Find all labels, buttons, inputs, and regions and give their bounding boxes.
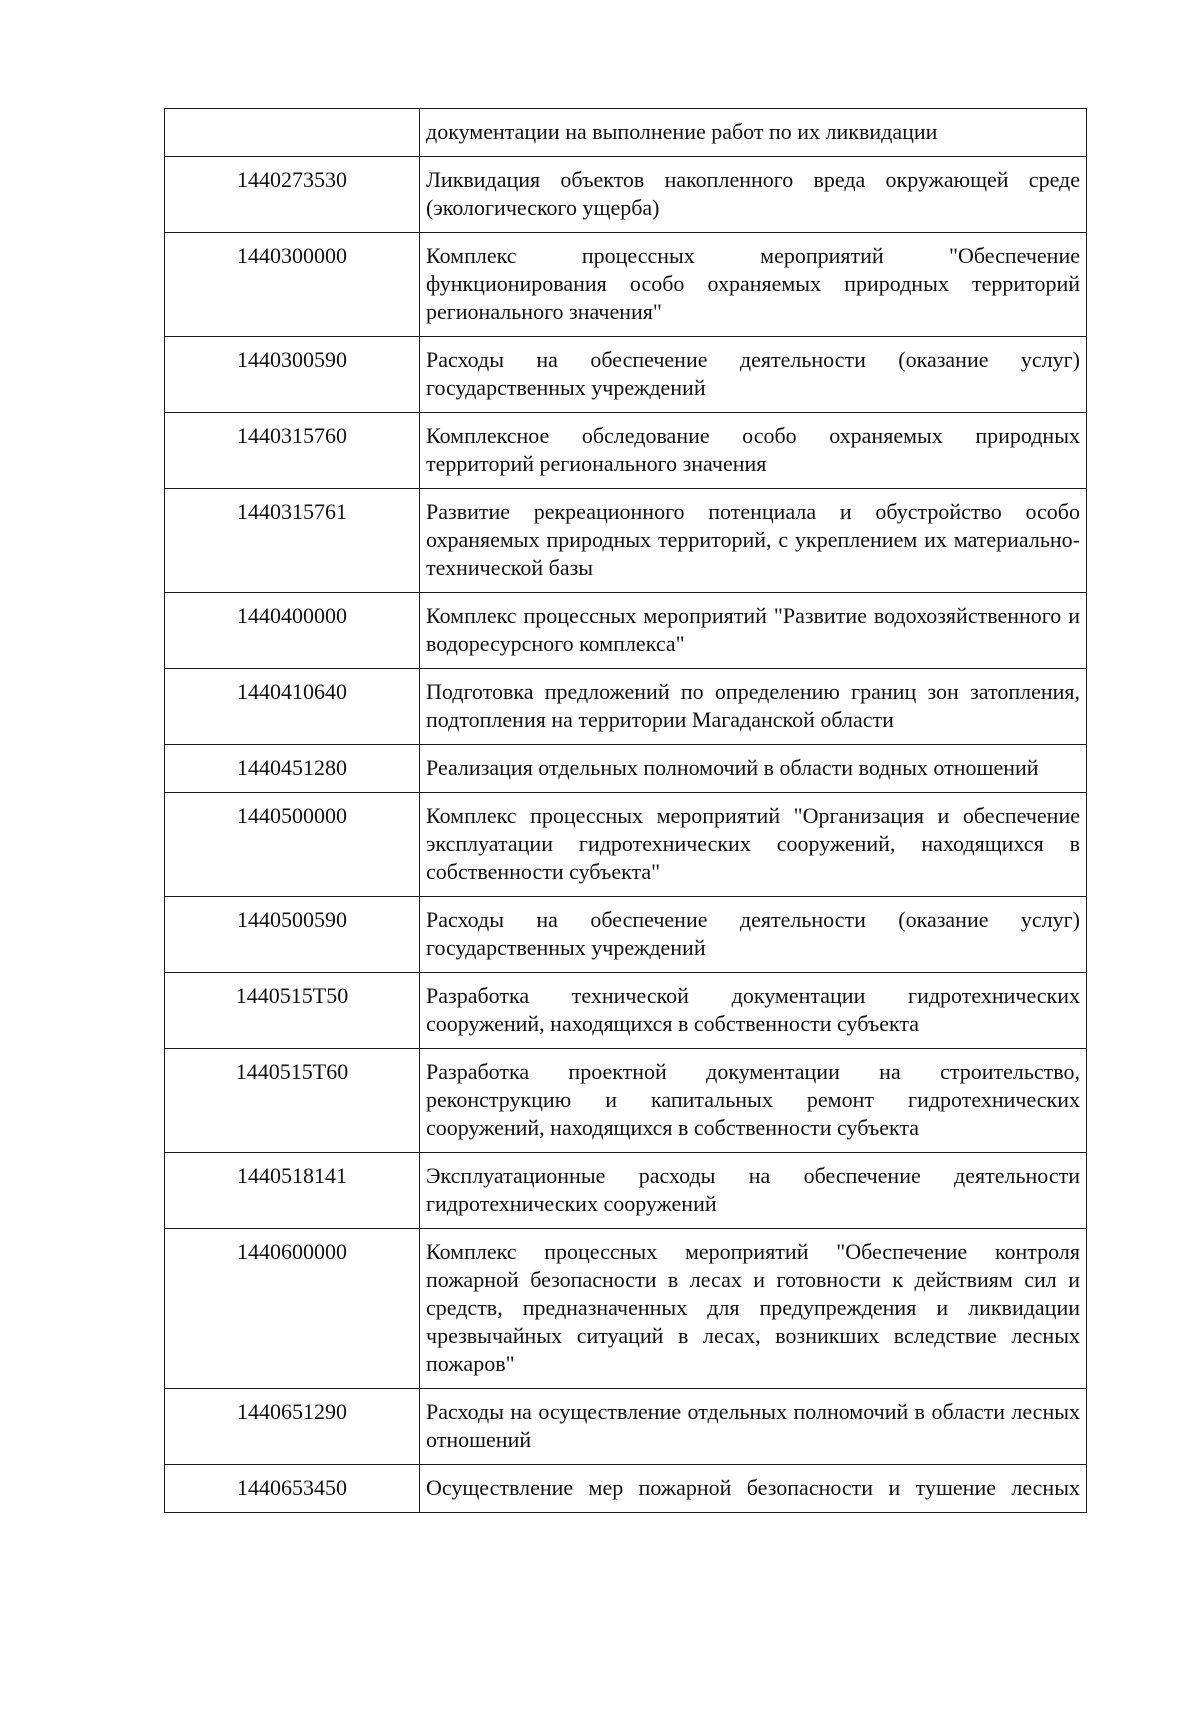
table-row <box>165 1153 1087 1229</box>
description-cell: Комплексное обследование особо охраняемых природных территорий регионального значения <box>420 413 1087 489</box>
table-row <box>165 1389 1087 1465</box>
code-cell: 1440273530 <box>165 157 420 233</box>
description-cell: Расходы на обеспечение деятельности (оказание услуг) государственных учреждений <box>420 337 1087 413</box>
table-row <box>165 1049 1087 1153</box>
table-row <box>165 669 1087 745</box>
description-cell: Развитие рекреационного потенциала и обустройство особо охраняемых природных территорий, с укреплением их материально-технической базы <box>420 489 1087 593</box>
code-cell: 1440315760 <box>165 413 420 489</box>
table-row <box>165 157 1087 233</box>
table-row <box>165 233 1087 337</box>
code-cell: 1440653450 <box>165 1465 420 1513</box>
description-cell: Разработка технической документации гидротехнических сооружений, находящихся в собственности субъекта <box>420 973 1087 1049</box>
code-cell: 144051​5Т50 <box>165 973 420 1049</box>
table-row <box>165 337 1087 413</box>
description-cell: документации на выполнение работ по их ликвидации <box>420 109 1087 157</box>
code-cell <box>165 109 420 157</box>
table-row <box>165 109 1087 157</box>
code-cell: 1440500590 <box>165 897 420 973</box>
table-row <box>165 489 1087 593</box>
description-cell: Разработка проектной документации на строительство, реконструкцию и капитальных ремонт гидротехнических сооружений, находящихся в собственности субъекта <box>420 1049 1087 1153</box>
code-cell: 1440500000 <box>165 793 420 897</box>
table-row <box>165 793 1087 897</box>
code-cell: 1440600000 <box>165 1229 420 1389</box>
budget-code-table <box>164 108 1087 1513</box>
table-row <box>165 1229 1087 1389</box>
table-row <box>165 897 1087 973</box>
table-row <box>165 593 1087 669</box>
description-cell: Расходы на обеспечение деятельности (оказание услуг) государственных учреждений <box>420 897 1087 973</box>
code-cell: 1440651290 <box>165 1389 420 1465</box>
description-cell: Ликвидация объектов накопленного вреда окружающей среде (экологического ущерба) <box>420 157 1087 233</box>
table-row <box>165 1465 1087 1513</box>
code-cell: 1440315761 <box>165 489 420 593</box>
table-row <box>165 413 1087 489</box>
code-cell: 1440518141 <box>165 1153 420 1229</box>
description-cell: Реализация отдельных полномочий в области водных отношений <box>420 745 1087 793</box>
code-cell: 1440515Т60 <box>165 1049 420 1153</box>
description-cell: Комплекс процессных мероприятий "Обеспечение контроля пожарной безопасности в лесах и готовности к действиям сил и средств, предназначенных для предупреждения и ликвидации чрезвычайных ситуаций в лесах, возникших вследствие лесных пожаров" <box>420 1229 1087 1389</box>
code-cell: 1440300000 <box>165 233 420 337</box>
description-cell: Эксплуатационные расходы на обеспечение деятельности гидротехнических сооружений <box>420 1153 1087 1229</box>
code-cell: 1440300590 <box>165 337 420 413</box>
description-cell: Комплекс процессных мероприятий "Организация и обеспечение эксплуатации гидротехнических сооружений, находящихся в собственности субъекта" <box>420 793 1087 897</box>
description-cell: Осуществление мер пожарной безопасности и тушение лесных <box>420 1465 1087 1513</box>
code-cell: 1440451280 <box>165 745 420 793</box>
description-cell: Комплекс процессных мероприятий "Развитие водохозяйственного и водоресурсного комплекса" <box>420 593 1087 669</box>
code-cell: 1440410640 <box>165 669 420 745</box>
description-cell: Комплекс процессных мероприятий "Обеспечение функционирования особо охраняемых природных территорий регионального значения" <box>420 233 1087 337</box>
description-cell: Расходы на осуществление отдельных полномочий в области лесных отношений <box>420 1389 1087 1465</box>
code-cell: 1440400000 <box>165 593 420 669</box>
description-cell: Подготовка предложений по определению границ зон затопления, подтопления на территории Магаданской области <box>420 669 1087 745</box>
table-row <box>165 745 1087 793</box>
table-row <box>165 973 1087 1049</box>
